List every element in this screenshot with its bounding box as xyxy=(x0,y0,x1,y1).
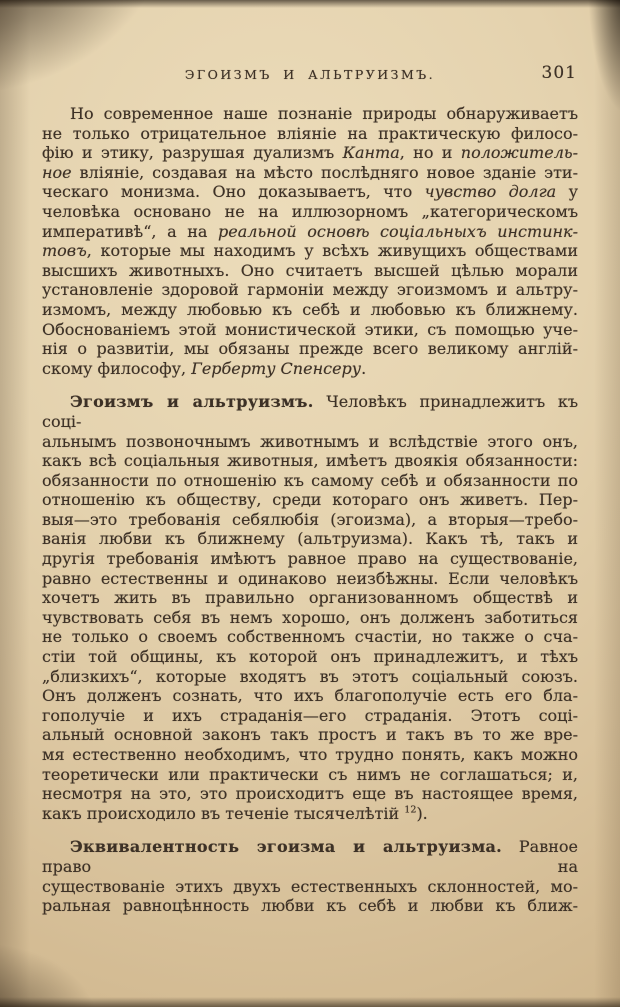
text-segment: нія о развитіи, мы обязаны прежде всего великому англій- xyxy=(42,339,578,359)
text-line xyxy=(42,104,578,124)
text-line xyxy=(42,471,578,491)
paragraph xyxy=(42,104,578,378)
text-segment: , но и xyxy=(399,143,461,163)
emphasized-text: Герберту Спенсеру xyxy=(191,358,362,378)
text-line xyxy=(42,182,578,202)
text-segment: чувствовать себя въ немъ хорошо, онъ долженъ заботиться xyxy=(42,607,578,627)
text-line xyxy=(42,529,578,549)
paragraph-heading: Эквивалентность эгоизма и альтруизма. xyxy=(70,837,503,857)
text-line xyxy=(42,222,578,242)
text-line xyxy=(42,451,578,471)
text-line xyxy=(42,510,578,530)
text-line xyxy=(42,877,578,897)
text-line xyxy=(42,804,578,824)
text-segment: мя естественно необходимъ, что трудно понять, какъ можно xyxy=(42,745,578,764)
text-segment: существованіе этихъ двухъ естественныхъ склонностей, мо- xyxy=(42,876,578,896)
paragraph xyxy=(42,392,578,823)
text-segment: ческаго монизма. Оно доказываетъ, что xyxy=(42,182,425,202)
text-segment: несмотря на это, это происходитъ еще въ настоящее время, xyxy=(42,784,578,804)
text-line xyxy=(42,837,578,876)
text-segment: Равное право на xyxy=(42,837,578,876)
running-title: ЭГОИЗМЪ И АЛЬТРУИЗМЪ. xyxy=(184,67,436,82)
running-header xyxy=(42,63,578,84)
text-segment: ванія любви къ ближнему (альтруизма). Какъ тѣ, такъ и xyxy=(42,529,578,549)
text-body xyxy=(42,104,578,916)
text-line xyxy=(42,647,578,667)
text-line xyxy=(42,896,578,916)
page-content xyxy=(42,63,579,916)
text-line xyxy=(42,280,578,300)
emphasized-text: ное xyxy=(42,162,72,182)
text-segment: равно естественны и одинаково неизбѣжны. Если человѣкъ xyxy=(42,568,578,588)
text-segment: у xyxy=(556,182,579,202)
text-line xyxy=(42,432,578,452)
text-segment: Но современное наше познаніе природы обнаруживаетъ xyxy=(70,104,578,123)
text-segment: не только о своемъ собственномъ счастіи, но также о сча- xyxy=(42,627,578,647)
text-line xyxy=(42,608,578,628)
text-segment: императивѣ“, а на xyxy=(42,221,219,241)
text-line xyxy=(42,725,578,745)
emphasized-text: Канта xyxy=(342,143,400,163)
text-segment: Обоснованіемъ этой монистической этики, съ помощью уче- xyxy=(42,319,578,339)
text-line xyxy=(42,202,578,222)
text-segment: какъ происходило въ теченіе тысячелѣтій xyxy=(42,803,405,823)
text-segment: гополучіе и ихъ страданія—его страданія. Этотъ соці- xyxy=(42,705,578,725)
text-segment: хочетъ жить въ правильно организованномъ обществѣ и xyxy=(42,588,578,608)
text-segment: „близкихъ“, которые входятъ въ этотъ соціальный союзъ. xyxy=(42,666,578,686)
text-segment: человѣка основано не на иллюзорномъ „категорическомъ xyxy=(42,201,578,221)
text-segment: скому философу, xyxy=(42,358,192,378)
text-segment: измомъ, между любовью къ себѣ и любовью къ ближнему. xyxy=(42,299,578,319)
emphasized-text: чувство долга xyxy=(424,182,557,202)
text-line xyxy=(42,686,578,706)
text-segment: выя—это требованія себялюбія (эгоизма), а вторыя—требо- xyxy=(42,509,578,529)
text-segment: высшихъ животныхъ. Оно считаетъ высшей цѣлью морали xyxy=(42,260,578,280)
text-segment: фію и этику, разрушая дуализмъ xyxy=(42,143,343,163)
emphasized-text: товъ xyxy=(42,241,87,261)
emphasized-text: положитель- xyxy=(460,143,578,163)
text-line xyxy=(42,163,578,183)
text-segment: вліяніе, создавая на мѣсто послѣдняго новое зданіе эти- xyxy=(71,162,578,182)
text-segment: отношенію къ обществу, среди котораго онъ живетъ. Пер- xyxy=(42,490,578,510)
text-segment: стіи той общины, къ которой онъ принадлежитъ, и тѣхъ xyxy=(42,647,578,667)
text-segment: Человѣкъ принадлежитъ къ соці- xyxy=(42,392,579,431)
text-line xyxy=(42,261,578,281)
text-line xyxy=(42,392,578,431)
text-segment: установленіе здоровой гармоніи между эгоизмомъ и альтру- xyxy=(42,280,578,300)
text-line xyxy=(42,667,578,687)
text-segment: ральная равноцѣнность любви къ себѣ и любви къ ближ- xyxy=(42,896,578,916)
text-segment: ). xyxy=(416,803,428,823)
text-line xyxy=(42,549,578,569)
emphasized-text: реальной основѣ соціальныхъ инстинк- xyxy=(218,221,578,241)
text-line xyxy=(42,784,578,804)
text-segment: . xyxy=(361,358,367,378)
text-line xyxy=(42,339,578,359)
text-segment: другія требованія имѣютъ равное право на существованіе, xyxy=(42,549,578,569)
text-line xyxy=(42,320,578,340)
text-line xyxy=(42,490,578,510)
text-segment: не только отрицательное вліяніе на практическую филосо- xyxy=(42,123,578,143)
text-line xyxy=(42,300,578,320)
text-segment: обязанности по отношенію къ самому себѣ и обязанности по xyxy=(42,470,578,490)
text-line xyxy=(42,706,578,726)
text-segment: , которые мы находимъ у всѣхъ живущихъ обществами xyxy=(86,241,578,261)
page-number: 301 xyxy=(541,63,577,83)
text-line xyxy=(42,588,578,608)
text-line xyxy=(42,143,578,163)
footnote-reference: 12 xyxy=(404,804,417,816)
paragraph-heading: Эгоизмъ и альтруизмъ. xyxy=(70,392,314,412)
text-segment: какъ всѣ соціальныя животныя, имѣетъ двоякія обязанности: xyxy=(42,451,578,471)
text-line xyxy=(42,359,578,379)
text-segment: Онъ долженъ сознать, что ихъ благополучіе есть его бла- xyxy=(42,686,578,706)
text-line xyxy=(42,569,578,589)
text-line xyxy=(42,765,578,785)
text-line xyxy=(42,124,578,144)
text-line xyxy=(42,627,578,647)
text-segment: альнымъ позвоночнымъ животнымъ и вслѣдствіе этого онъ, xyxy=(42,431,578,451)
text-segment: теоретически или практически съ нимъ не соглашаться; и, xyxy=(42,764,578,784)
text-line xyxy=(42,745,578,765)
paragraph xyxy=(42,837,578,915)
text-line xyxy=(42,241,578,261)
text-segment: альный основной законъ такъ простъ и такъ въ то же вре- xyxy=(42,725,578,745)
